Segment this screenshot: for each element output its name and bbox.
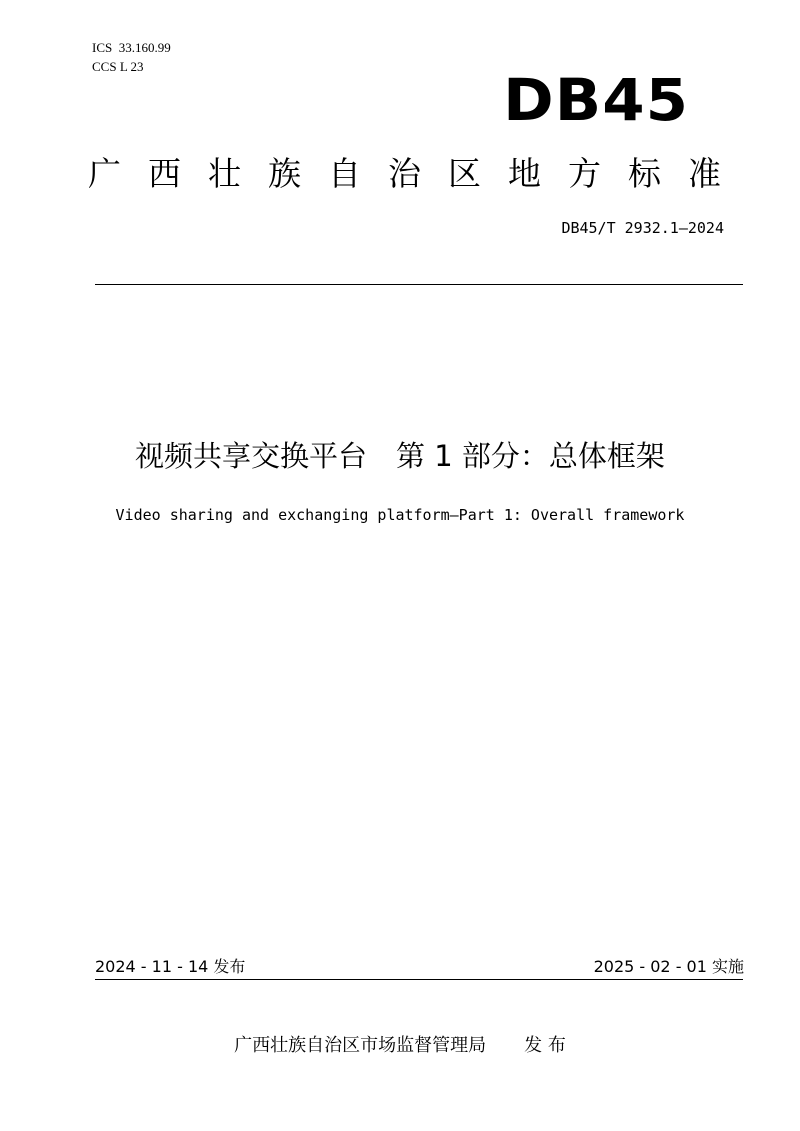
publication-date: 2024 - 11 - 14 发布: [95, 957, 246, 976]
issuer-action: 发 布: [524, 1035, 566, 1056]
issuer-name: 广西壮族自治区市场监督管理局: [234, 1035, 487, 1056]
ics-code: ICS 33.160.99: [92, 40, 171, 55]
issuing-authority: [0, 1034, 800, 1058]
document-title-english: Video sharing and exchanging platform—Part 1: Overall framework: [115, 506, 685, 524]
top-divider: [95, 284, 743, 285]
db45-logo: DB45: [503, 66, 689, 134]
classification-codes: [92, 38, 171, 76]
ccs-code: CCS L 23: [92, 59, 144, 74]
org-standard-title: 广西壮族自治区地方标准: [88, 154, 748, 193]
implementation-date: 2025 - 02 - 01 实施: [593, 957, 744, 976]
document-title-chinese: 视频共享交换平台 第 1 部分：总体框架: [135, 439, 665, 473]
standard-number: DB45/T 2932.1—2024: [561, 219, 724, 237]
bottom-divider: [95, 979, 743, 980]
